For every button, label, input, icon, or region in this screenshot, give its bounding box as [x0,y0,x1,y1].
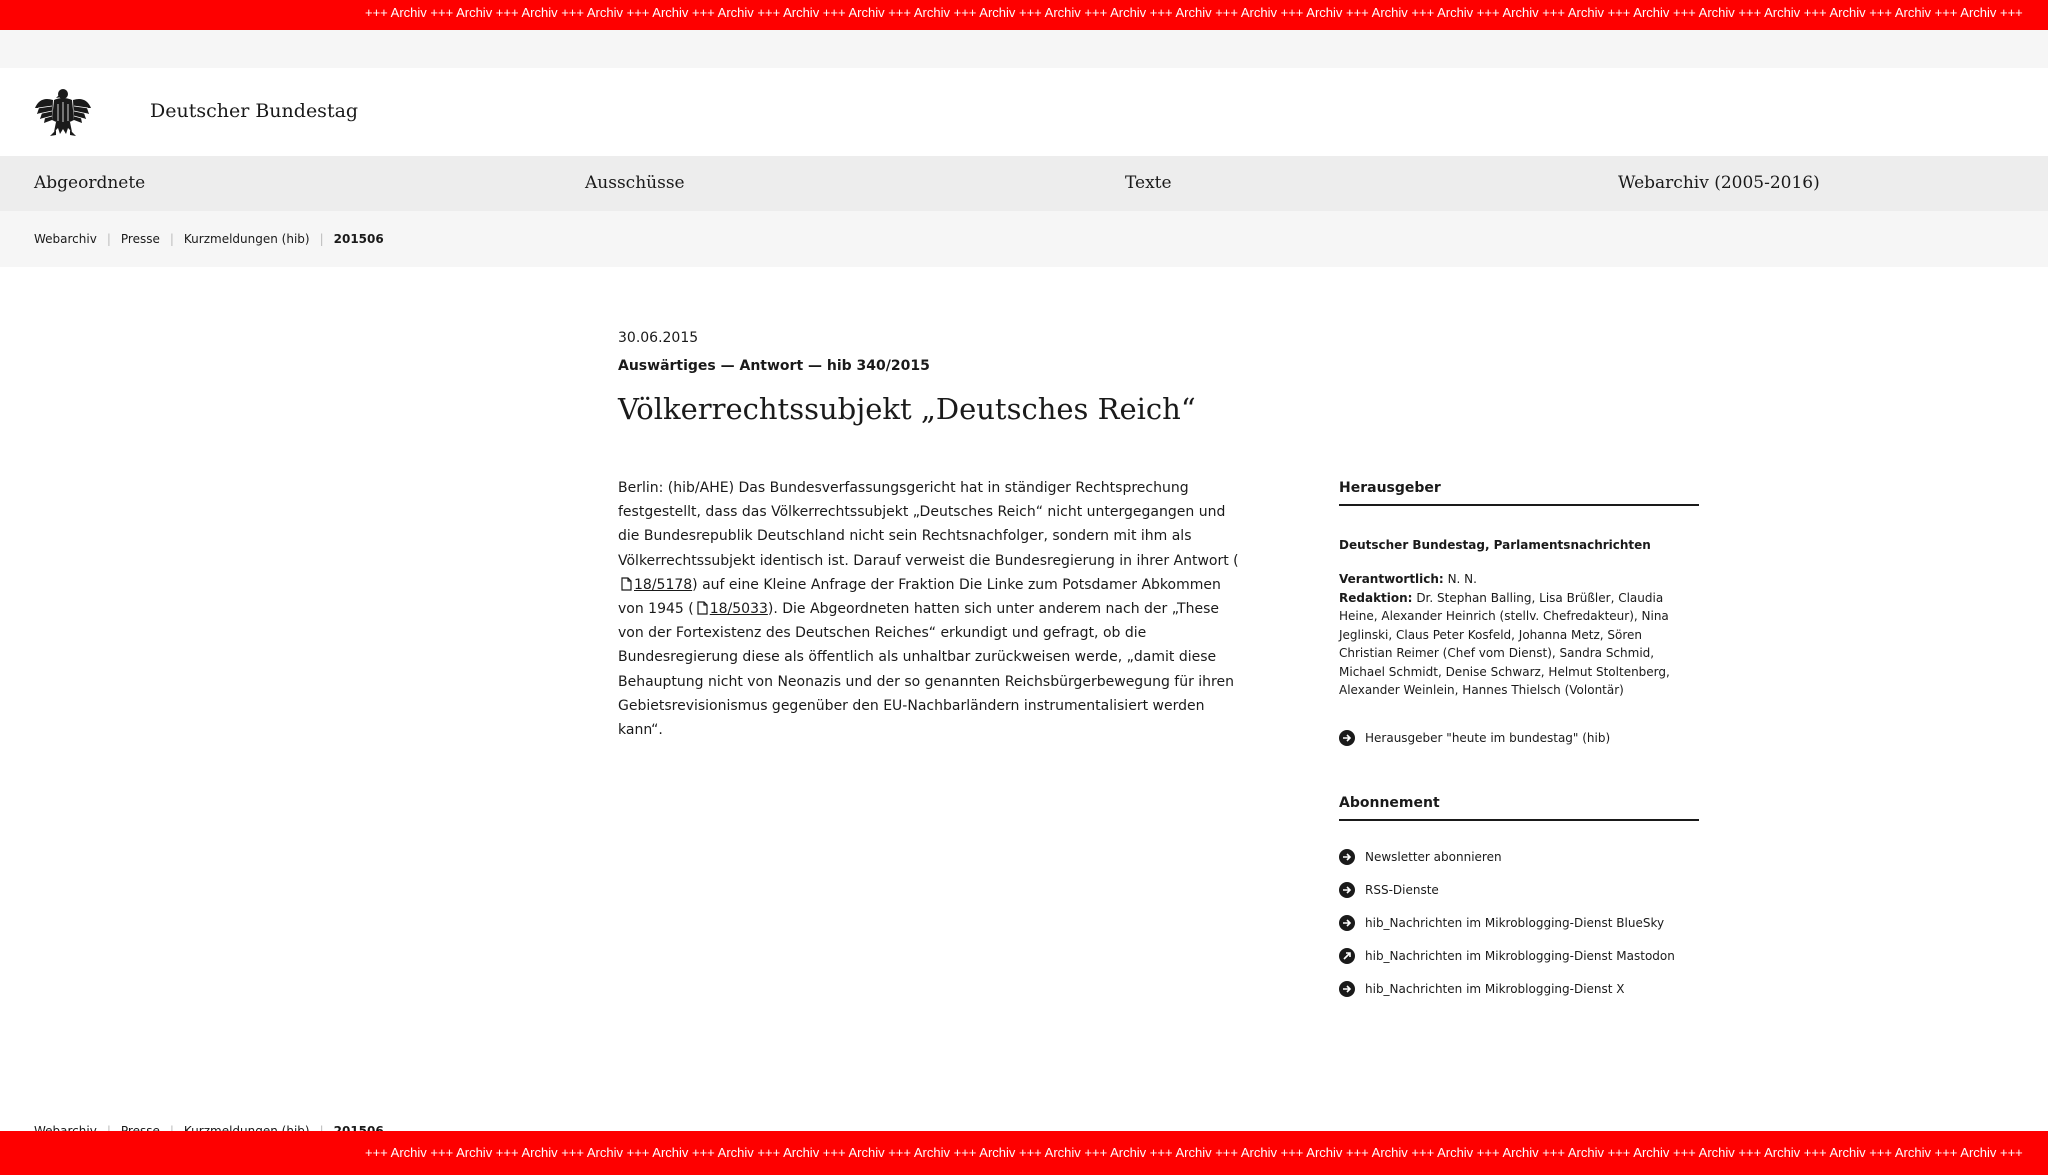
breadcrumb-presse[interactable]: Presse [120,232,160,246]
publisher-link-label: Herausgeber "heute im bundestag" (hib) [1365,731,1611,745]
arrow-right-circle-icon [1339,849,1355,865]
nav-item-ausschuesse[interactable]: Ausschüsse [585,173,685,193]
subscription-link-label: hib_Nachrichten im Mikroblogging-Dienst BlueSky [1365,916,1665,930]
breadcrumb-kurzmeldungen[interactable]: Kurzmeldungen (hib) [183,232,310,246]
federal-eagle-icon[interactable] [34,86,92,138]
article-date: 30.06.2015 [618,330,699,346]
nav-item-abgeordnete[interactable]: Abgeordnete [34,173,146,193]
document-link-18-5033[interactable] [694,601,768,617]
subscription-link-mastodon[interactable] [1339,940,1699,973]
publisher-editorial [1339,589,1699,700]
subscription-link-bluesky[interactable] [1339,907,1699,940]
subscription-link-label: RSS-Dienste [1365,883,1439,897]
publisher-responsible [1339,570,1699,589]
article-body [618,476,1248,742]
publisher-heading: Herausgeber [1339,480,1699,506]
subscription-link-label: hib_Nachrichten im Mikroblogging-Dienst X [1365,982,1625,996]
breadcrumb-separator: | [106,232,111,246]
subscription-link-label: hib_Nachrichten im Mikroblogging-Dienst Mastodon [1365,949,1675,963]
article-body-part3: ). Die Abgeordneten hatten sich unter anderem nach der „These von der Fortexistenz des Deutschen Reiches“ erkundigt und gefragt, ob die Bundesregierung diese als öffentlich als unhaltbar zurückweisen werde, „damit diese Behauptung nicht von Neonazis und der so genannten Reichsbürgerbewegung für ihren Gebietsrevisionismus gegenüber den EU-Nachbarländern instrumentalisiert werden kann“. [618,601,1234,739]
sidebar [1339,480,1699,1006]
breadcrumb-webarchiv[interactable]: Webarchiv [34,232,97,246]
publisher-org: Deutscher Bundestag, Parlamentsnachrichten [1339,538,1651,552]
external-link-circle-icon [1339,948,1355,964]
arrow-right-circle-icon [1339,915,1355,931]
main-navigation [0,156,2048,211]
arrow-right-circle-icon [1339,981,1355,997]
subscription-heading: Abonnement [1339,795,1699,821]
archive-banner-top: +++ Archiv +++ Archiv +++ Archiv +++ Archiv +++ Archiv +++ Archiv +++ Archiv +++ Archiv +++ Archiv +++ Archiv +++ Archiv +++ Archiv +++ Archiv +++ Archiv +++ Archiv +++ Archiv +++ Archiv +++ Archiv +++ Archiv +++ Archiv +++ Archiv +++ Archiv +++ Archiv +++ Archiv +++ Archiv +++ [0,0,2048,30]
subscription-link-rss[interactable] [1339,874,1699,907]
responsible-label: Verantwortlich: [1339,572,1444,586]
article-body-part2: ) auf eine Kleine Anfrage der Fraktion Die Linke zum Potsdamer Abkommen von 1945 ( [618,576,1221,618]
subscription-link-x[interactable] [1339,973,1699,1006]
document-icon [621,577,632,591]
document-link-label: 18/5033 [709,601,768,618]
nav-item-texte[interactable]: Texte [1125,173,1172,193]
document-link-18-5178[interactable] [618,577,692,593]
breadcrumb [0,211,2048,267]
document-link-label: 18/5178 [634,576,693,593]
editorial-label: Redaktion: [1339,590,1413,605]
article-kicker: Auswärtiges — Antwort — hib 340/2015 [618,358,930,374]
breadcrumb-separator: | [169,232,174,246]
archive-banner-bottom: +++ Archiv +++ Archiv +++ Archiv +++ Archiv +++ Archiv +++ Archiv +++ Archiv +++ Archiv +++ Archiv +++ Archiv +++ Archiv +++ Archiv +++ Archiv +++ Archiv +++ Archiv +++ Archiv +++ Archiv +++ Archiv +++ Archiv +++ Archiv +++ Archiv +++ Archiv +++ Archiv +++ Archiv +++ Archiv +++ [0,1131,2048,1175]
site-header [0,68,2048,156]
document-icon [697,601,708,615]
publisher-link[interactable] [1339,722,1699,755]
subscription-link-newsletter[interactable] [1339,841,1699,874]
responsible-value: N. N. [1447,572,1477,586]
subscription-links [1339,841,1699,1006]
nav-item-webarchiv[interactable]: Webarchiv (2005-2016) [1618,173,1820,193]
top-strip [0,30,2048,68]
article-title: Völkerrechtssubjekt „Deutsches Reich“ [618,392,1196,426]
article-body-part1: Berlin: (hib/AHE) Das Bundesverfassungsgericht hat in ständiger Rechtsprechung festgestellt, dass das Völkerrechtssubjekt „Deutsches Reich“ nicht untergegangen und die Bundesrepublik Deutschland nicht sein Rechtsnachfolger, sondern mit ihm als Völkerrechtssubjekt identisch ist. Darauf verweist die Bundesregierung in ihrer Antwort ( [618,480,1239,569]
breadcrumb-current: 201506 [333,232,384,246]
editorial-value: Dr. Stephan Balling, Lisa Brüßler, Claudia Heine, Alexander Heinrich (stellv. Chefredakteur), Nina Jeglinski, Claus Peter Kosfeld, Johanna Metz, Sören Christian Reimer (Chef vom Dienst), Sandra Schmid, Michael Schmidt, Denise Schwarz, Helmut Stoltenberg, Alexander Weinlein, Hannes Thielsch (Volontär) [1339,590,1670,697]
subscription-link-label: Newsletter abonnieren [1365,850,1502,864]
arrow-right-circle-icon [1339,882,1355,898]
breadcrumb-separator: | [319,232,324,246]
arrow-right-circle-icon [1339,730,1355,746]
site-title[interactable]: Deutscher Bundestag [150,100,359,122]
